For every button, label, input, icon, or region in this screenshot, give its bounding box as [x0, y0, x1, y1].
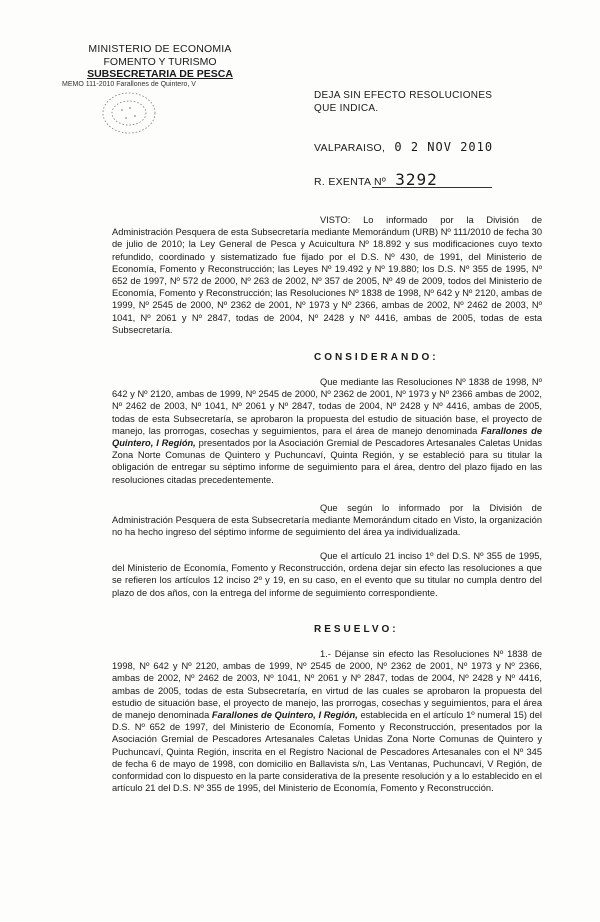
visto-paragraph	[112, 214, 542, 336]
place-date-line	[314, 140, 493, 154]
ministry-name: MINISTERIO DE ECONOMIA	[88, 43, 232, 55]
area-name: Farallones de Quintero, I Región,	[112, 425, 542, 449]
considerando-heading: CONSIDERANDO:	[314, 352, 439, 363]
subsecretaria-name: SUBSECRETARIA DE PESCA	[87, 68, 233, 80]
resuelvo-paragraph-1: 1.- Déjanse sin efecto las Resoluciones Nº 1838 de 1998, Nº 642 y Nº 2120, ambas de 1999, Nº 2545 de 2000, Nº 2362 de 2001, Nº 1973 y Nº 2366, ambas de 2002, Nº 2462 de 2003, Nº 1041, Nº 2061 y Nº 2847, todas de 2004, Nº 2428 y Nº 4416, ambas de 2005, todas de esta Subsecretaría, en virtud de las cuales se aprobaron la propuesta del estudio de situación base, el proyecto de manejo, las prorrogas, cosechas y seguimientos, para el área de manejo denominada Farallones de Quintero, I Región, establecida en el artículo 1º numeral 15) del D.S. Nº 652 de 1997, del Ministerio de Economía, Fomento y Reconstrucción, presentados por la Asociación Gremial de Pescadores Artesanales Caletas Unidas Zona Norte Comunas de Quintero y Puchuncaví, Quinta Región, inscrita en el Registro Nacional de Pescadores Artesanales con el Nº 345 de fecha 6 de mayo de 1998, con domicilio en Ballavista s/n, Las Ventanas, Puchuncaví, V Región, de conformidad con lo dispuesto en la parte considerativa de la presente resolución y a lo establecido en el artículo 21 del D.S. Nº 355 de 1995, del Ministerio de Economía, Fomento y Reconstrucción.	[112, 649, 542, 794]
memo-reference: MEMO 111-2010 Farallones de Quintero, V	[62, 81, 196, 88]
resolution-label: R. EXENTA Nº	[314, 176, 387, 188]
date-stamp: 0 2 NOV 2010	[394, 140, 494, 154]
ministry-subtitle: FOMENTO Y TURISMO	[103, 56, 217, 68]
place: VALPARAISO,	[314, 142, 386, 154]
area-name: Farallones de Quintero, I Región,	[211, 710, 358, 721]
considerando-paragraph-1: Que mediante las Resoluciones Nº 1838 de 1998, Nº 642 y Nº 2120, ambas de 1999, Nº 2545 de 2000, Nº 2362 de 2001, Nº 1973 y Nº 2366 ambas de 2002, Nº 2462 de 2003, Nº 1041, Nº 2061 y Nº 2847, todas de 2004, Nº 2428 y Nº 4416, ambas de 2005, todas de esta Subsecretaría, se aprobaron la propuesta del estudio de situación base, el proyecto de manejo, las prorrogas, cosechas y seguimientos, para el área de manejo denominada Farallones de Quintero, I Región, presentados por la Asociación Gremial de Pescadores Artesanales Caletas Unidas Zona Norte Comunas de Quintero y Puchuncaví, Quinta Región, y se estableció para su titular la obligación de entregar su séptimo informe de seguimiento para el área, dentro del plazo fijado en las resoluciones citadas precedentemente.	[112, 377, 542, 485]
visto-text: Lo informado por la División de Administración Pesquera de esta Subsecretaría mediante Memorándum (URB) Nº 111/2010 de fecha 30 de julio de 2010; la Ley General de Pesca y Acuicultura Nº 18.892 y sus modificaciones cuyo texto refundido, coordinado y sistematizado fue fijado por el D.S. Nº 430, de 1991, del Ministerio de Economía, Fomento y Reconstrucción; las Leyes Nº 19.492 y Nº 19.880; los D.S. Nº 355 de 1995, Nº 652 de 1997, Nº 572 de 2000, Nº 263 de 2002, Nº 357 de 2005, Nº 49 de 2009, todos del Ministerio de Economía, Fomento y Reconstrucción; las Resoluciones Nº 1838 de 1998, Nº 642 y Nº 2120, ambas de 1999, Nº 2545 de 2000, Nº 2362 de 2001, Nº 1973 y Nº 2366, ambas de 2002, Nº 2462 de 2003, Nº 1041, Nº 2061 y Nº 2847, todas de 2004, Nº 2428 y Nº 4416, ambas de 2005, todas de esta Subsecretaría.	[112, 215, 542, 335]
letterhead	[60, 43, 260, 80]
resolution-number: 3292	[395, 170, 438, 189]
seal-stamp-icon	[100, 90, 158, 136]
considerando-paragraph-3: Que el artículo 21 inciso 1º del D.S. Nº 355 de 1995, del Ministerio de Economía, Fomento y Reconstrucción, ordena dejar sin efecto las resoluciones a que se refieren los artículos 12 inciso 2º y 19, en su caso, en el evento que su titular no cumpla dentro del plazo de dos años, con la entrega del informe de seguimiento correspondiente.	[112, 551, 542, 598]
signature-underline	[372, 187, 492, 188]
considerando-paragraph-2: Que según lo informado por la División de Administración Pesquera de esta Subsecretaría mediante Memorándum citado en Visto, la organización no ha hecho ingreso del séptimo informe de seguimiento del área ya individualizada.	[112, 503, 542, 538]
visto-label: VISTO:	[320, 215, 351, 225]
resuelvo-heading: RESUELVO:	[314, 624, 399, 635]
document-subject: DEJA SIN EFECTO RESOLUCIONES QUE INDICA.	[314, 90, 493, 114]
resolution-number-line	[314, 170, 494, 189]
